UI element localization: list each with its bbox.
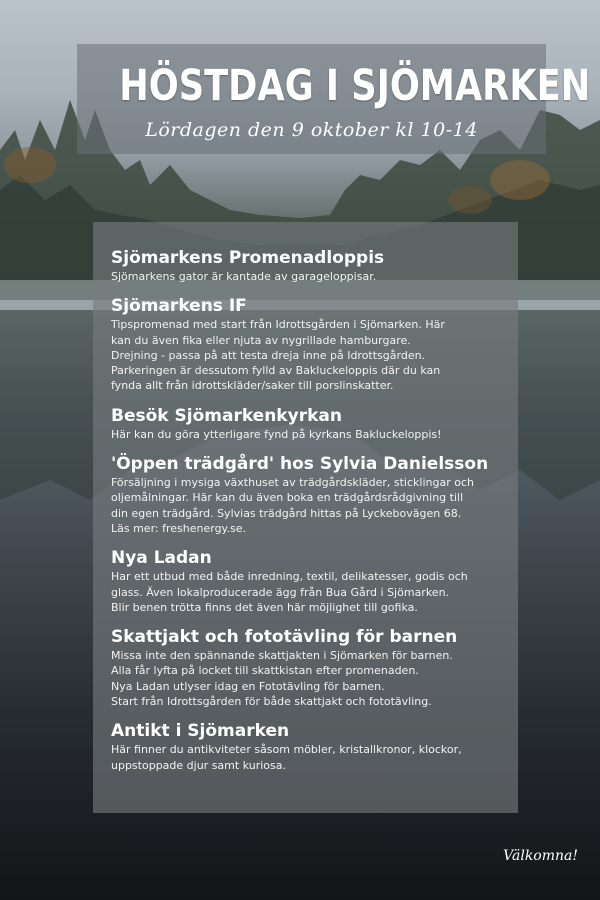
page-title: HÖSTDAG I SJÖMARKEN — [119, 61, 591, 111]
section-text: Missa inte den spännande skattjakten i Sjömarken för barnen. Alla får lyfta på locket till skattkistan efter promenaden. Nya Ladan utlyser idag en Fototävling för barnen. Start från Idrottsgården för både skattjakt och fototävling. — [111, 649, 453, 709]
section-heading: Nya Ladan — [111, 548, 212, 569]
section-heading: Sjömarkens IF — [111, 296, 247, 317]
section-text: Här kan du göra ytterligare fynd på kyrkans Bakluckeloppis! — [111, 427, 442, 441]
section-heading: Skattjakt och fototävling för barnen — [111, 627, 458, 648]
section-text: Här finner du antikviteter såsom möbler, kristallkronor, klockor, uppstoppade djur samt kuriosa. — [111, 743, 462, 772]
section-heading: 'Öppen trädgård' hos Sylvia Danielsson — [111, 454, 489, 475]
section-text: Försäljning i mysiga växthuset av trädgårdskläder, sticklingar och oljemålningar. Här kan du även boka en trädgårdsrådgivning till din egen trädgård. Sylvias trädgård hittas på Lyckebovägen 68. Läs mer: freshenergy.se. — [111, 476, 474, 535]
section-oppen-tradgard — [111, 454, 511, 536]
event-date: Lördagen den 9 oktober kl 10-14 — [145, 119, 478, 141]
section-text: Sjömarkens gator är kantade av garageloppisar. — [111, 270, 377, 283]
section-heading: Besök Sjömarkenkyrkan — [111, 405, 342, 426]
section-antikt — [111, 721, 511, 773]
section-nya-ladan — [111, 548, 511, 615]
section-heading: Sjömarkens Promenadloppis — [111, 248, 385, 268]
section-kyrkan — [111, 406, 511, 442]
section-promenadloppis — [111, 248, 511, 284]
section-text: Har ett utbud med både inredning, textil, delikatesser, godis och glass. Även lokalproducerade ägg från Bua Gård i Sjömarken. Blir benen trötta finns det även här möjlighet till gofika. — [111, 570, 468, 614]
section-skattjakt — [111, 627, 511, 709]
section-sjomarkens-if — [111, 296, 511, 393]
welcome-text: Välkomna! — [503, 848, 578, 864]
program-list — [111, 248, 511, 785]
section-text: Tipspromenad med start från Idrottsgården i Sjömarken. Här kan du även fika eller njuta av nygrillade hamburgare. Drejning - passa på att testa dreja inne på Idrottsgården. Parkeringen är dessutom fylld av Bakluckeloppis där du kan fynda allt från idrottskläder/saker till porslinskatter. — [111, 318, 445, 393]
section-heading: Antikt i Sjömarken — [111, 721, 290, 742]
